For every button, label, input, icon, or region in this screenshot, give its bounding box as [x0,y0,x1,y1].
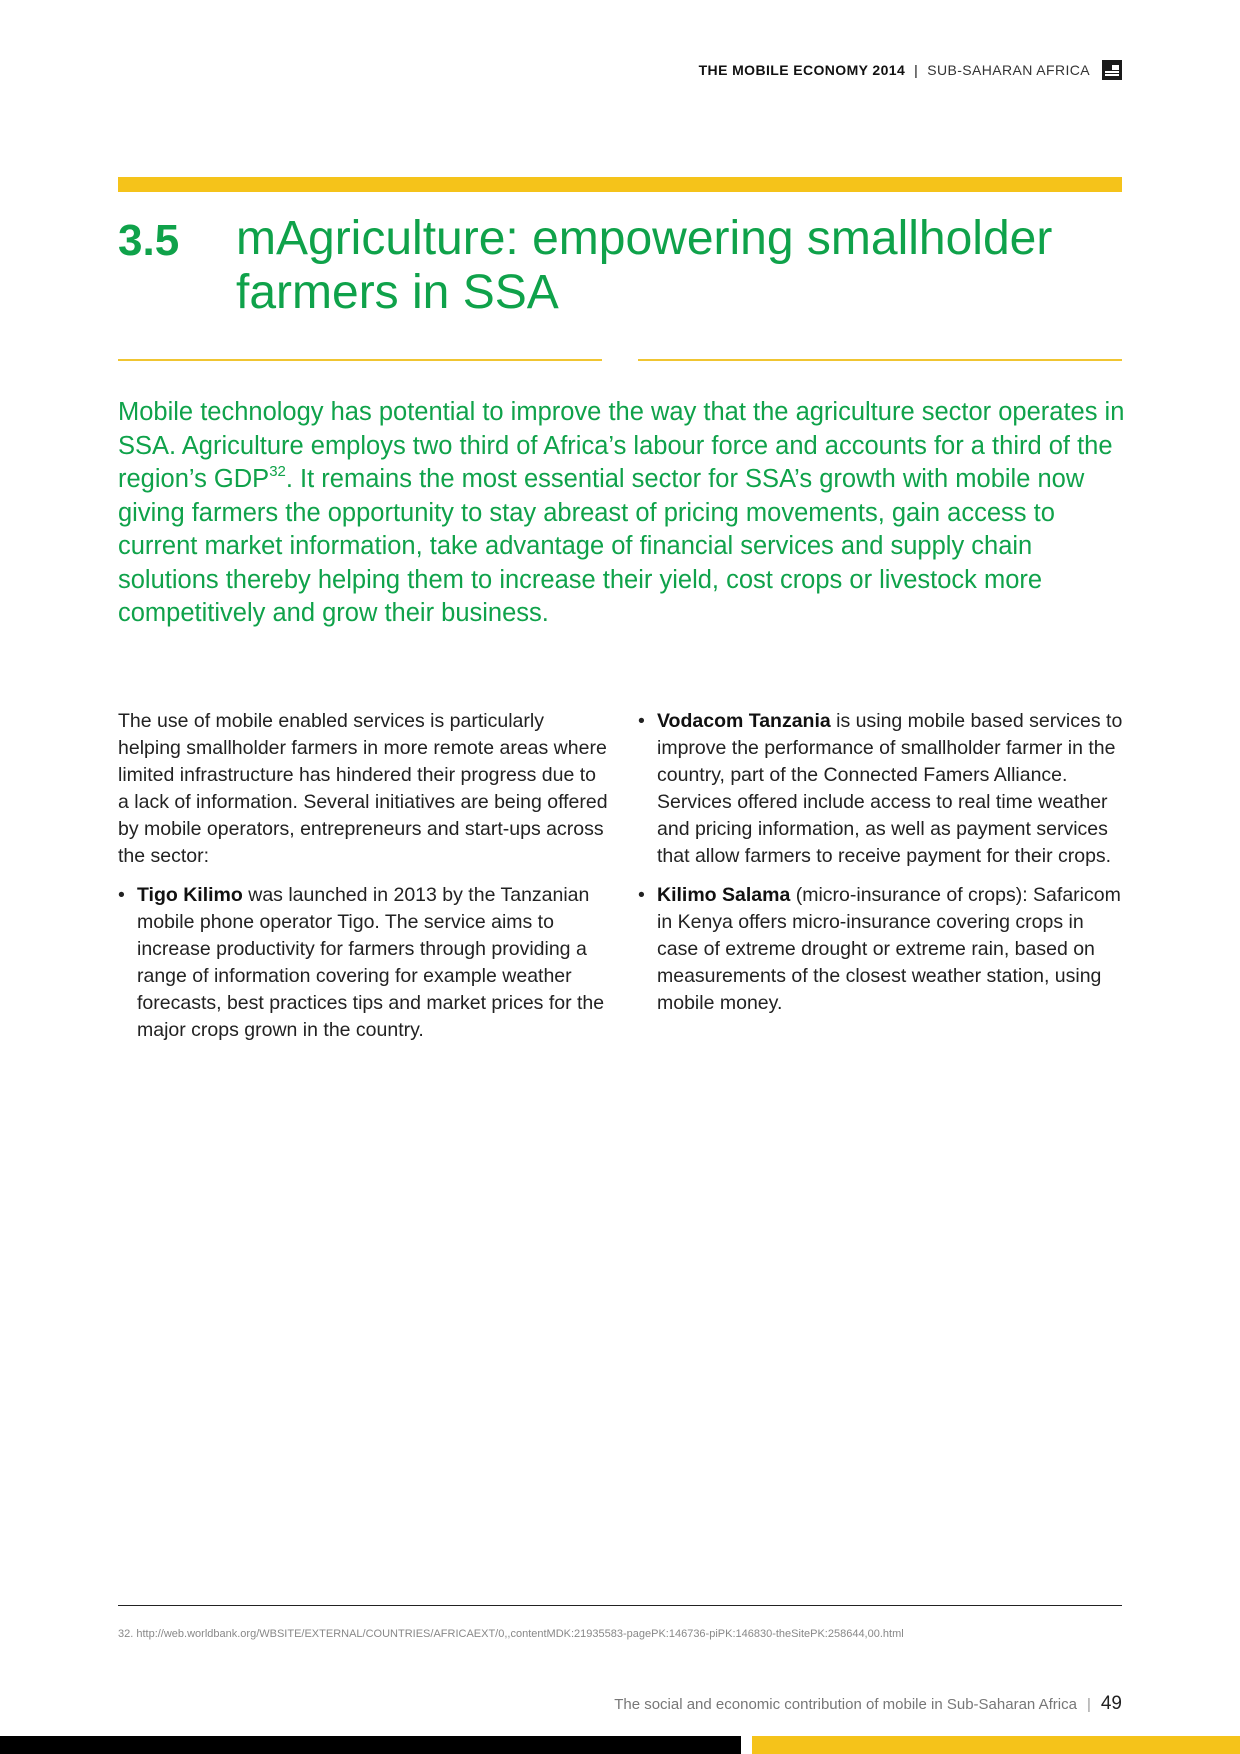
bottom-band-yellow [752,1736,1240,1754]
list-item [118,882,608,1044]
intro-paragraph [118,396,1128,631]
footnote-divider [118,1605,1122,1606]
list-item [638,882,1128,1017]
header-separator: | [914,62,919,78]
bullet-icon: • [638,710,645,732]
section-number: 3.5 [118,216,180,265]
divider-left [118,359,602,361]
page-footer [614,1693,1122,1715]
initiatives-list [118,882,608,1044]
initiative-name: Vodacom Tanzania [657,710,831,732]
section-top-bar [118,177,1122,192]
left-column [118,708,608,1056]
initiative-name: Tigo Kilimo [137,884,243,906]
bullet-icon: • [638,884,645,906]
header-title: THE MOBILE ECONOMY 2014 [698,62,906,78]
initiative-text: (micro-insurance of crops): Safaricom in Kenya offers micro-insurance covering crops in case of extreme drought or extreme rain, based on measurements of the closest weather station, using mobile money. [657,884,1121,1014]
running-header [699,60,1122,80]
footer-text: The social and economic contribution of mobile in Sub-Saharan Africa [614,1695,1077,1713]
initiative-text: was launched in 2013 by the Tanzanian mobile phone operator Tigo. The service aims to increase productivity for farmers through providing a range of information covering for example weather forecasts, best practices tips and market prices for the major crops grown in the country. [137,884,605,1041]
divider-right [638,359,1122,361]
initiative-text: is using mobile based services to improve the performance of smallholder farmer in the country, part of the Connected Famers Alliance. Services offered include access to real time weather and pricing information, as well as payment services that allow farmers to receive payment for their crops. [657,710,1123,867]
footnote-link[interactable]: 32. http://web.worldbank.org/WBSITE/EXTERNAL/COUNTRIES/AFRICAEXT/0,,contentMDK:21935583-pagePK:146736-piPK:146830-theSitePK:258644,00.html [118,1628,904,1640]
list-item [638,708,1128,870]
intro-text-start: Mobile technology has potential to improve the way that the agriculture sector operates in SSA. Agriculture employs two third of Africa’s labour force and accounts for a third of the region’s GDP [118,398,1125,493]
initiative-name: Kilimo Salama [657,884,791,906]
right-column [638,708,1128,1029]
initiatives-list-continued [638,708,1128,1017]
section-title: mAgriculture: empowering smallholder farmers in SSA [236,212,1053,319]
footer-separator: | [1086,1695,1091,1713]
bullet-icon: • [118,884,125,906]
gsma-logo-icon [1102,60,1122,80]
intro-text-end: . It remains the most essential sector for SSA’s growth with mobile now giving farmers the opportunity to stay abreast of pricing movements, gain access to current market information, take advantage of financial services and supply chain solutions thereby helping them to increase their yield, cost crops or livestock more competitively and grow their business. [118,465,1085,627]
page-number: 49 [1100,1693,1122,1714]
bottom-band-black [0,1736,741,1754]
body-paragraph: The use of mobile enabled services is particularly helping smallholder farmers in more remote areas where limited infrastructure has hindered their progress due to a lack of information. Several initiatives are being offered by mobile operators, entrepreneurs and start-ups across the sector: [118,710,608,867]
header-subtitle: SUB-SAHARAN AFRICA [927,62,1090,78]
footnote-reference[interactable]: 32 [269,462,286,480]
